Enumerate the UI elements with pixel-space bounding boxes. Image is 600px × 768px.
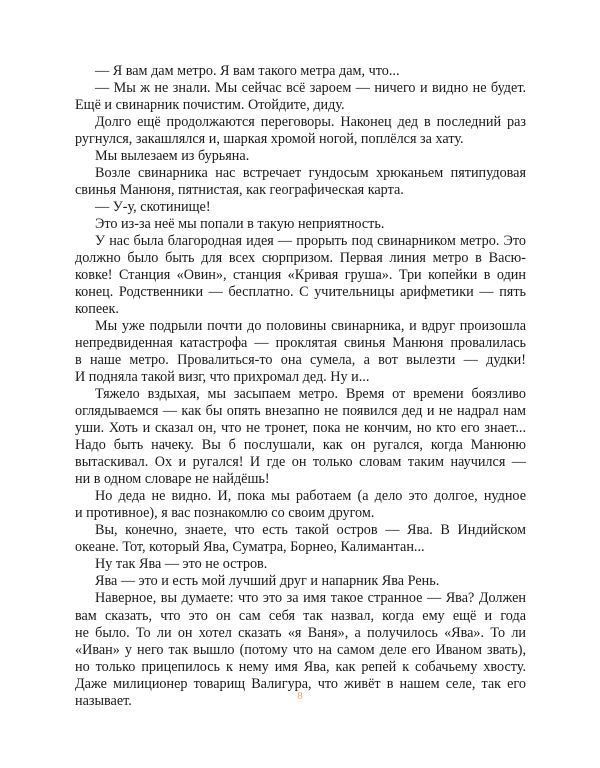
- paragraph: [75, 199, 526, 216]
- text-line: Наверное, вы думаете: что это за имя такое странное — Ява? Должен: [95, 590, 526, 607]
- page-body: [75, 63, 526, 710]
- text-line: Долго ещё продолжаются переговоры. Наконец дед в последний раз: [95, 114, 526, 131]
- text-line: ругнулся, закашлялся и, шаркая хромой ногой, поплёлся за хату.: [75, 131, 464, 148]
- text-line: ни в одном словаре не найдёшь!: [75, 471, 270, 488]
- text-line: не было. То ли он хотел сказать «я Ваня», а получилось «Ява». То ли: [75, 624, 526, 641]
- text-line: Возле свинарника нас встречает гундосым хрюканьем пятипудовая: [95, 165, 526, 182]
- text-line: Надо быть начеку. Вы б послушали, как он ругался, когда Манюню: [75, 437, 526, 454]
- paragraph: [75, 522, 526, 556]
- text-line: непредвиденная катастрофа — проклятая свинья Манюня провалилась: [75, 335, 526, 352]
- paragraph: [75, 216, 526, 233]
- text-line: «Иван» у него так вышло (потому что на самом деле его Иваном звать),: [75, 641, 526, 658]
- text-line: Тяжело вздыхая, мы засыпаем метро. Время от времени боязливо: [95, 386, 526, 403]
- text-line: Это из-за неё мы попали в такую неприятность.: [95, 216, 385, 233]
- text-line: копеек.: [75, 301, 119, 318]
- text-line: вам сказать, что это он сам себя так назвал, когда ему ещё и года: [75, 607, 526, 624]
- text-line: Мы уже подрыли почти до половины свинарника, и вдруг произошла: [95, 318, 526, 335]
- page-number: 8: [297, 690, 303, 702]
- text-line: Ну так Ява — это не остров.: [95, 556, 268, 573]
- paragraph: [75, 386, 526, 488]
- text-line: — Я вам дам метро. Я вам такого метра дам, что...: [95, 63, 400, 79]
- text-line: Мы вылезаем из бурьяна.: [95, 148, 250, 165]
- text-line: Вы, конечно, знаете, что есть такой остров — Ява. В Индийском: [95, 522, 526, 539]
- text-line: должно было быть для всех сюрпризом. Первая линия метро в Васю-: [75, 250, 526, 267]
- paragraph: [75, 233, 526, 318]
- text-line: уши. Хоть и сказал он, что не тронет, пока не кончим, но кто его знает...: [75, 420, 526, 437]
- paragraph: [75, 80, 526, 114]
- text-line: конец. Родственники — бесплатно. С учительницы арифметики — пять: [75, 284, 526, 301]
- text-line: — У-у, скотинище!: [95, 199, 211, 216]
- text-line: Даже милиционер товарищ Валигура, что живёт в нашем селе, так его: [75, 675, 526, 692]
- text-line: называет.: [75, 692, 132, 709]
- text-line: оглядываемся — как бы опять внезапно не появился дед и не надрал нам: [75, 403, 526, 420]
- text-line: но только прицепилось к нему имя Ява, как репей к собачьему хвосту.: [75, 658, 526, 675]
- paragraph: [75, 318, 526, 386]
- paragraph: [75, 63, 526, 80]
- paragraph: [75, 148, 526, 165]
- text-line: океане. Тот, который Ява, Суматра, Борнео, Калимантан...: [75, 539, 425, 556]
- paragraph: [75, 165, 526, 199]
- text-line: свинья Манюня, пятнистая, как географическая карта.: [75, 182, 404, 199]
- text-line: вытаскивал. Ох и ругался! И где он только словам таким научился —: [75, 454, 526, 471]
- text-line: У нас была благородная идея — прорыть под свинарником метро. Это: [95, 233, 526, 250]
- text-line: в наше метро. Провалиться-то она сумела, а вот вылезти — дудки!: [75, 352, 526, 369]
- text-line: ковке! Станция «Овин», станция «Кривая груша». Три копейки в один: [75, 267, 526, 284]
- paragraph: [75, 488, 526, 522]
- text-line: Но деда не видно. И, пока мы работаем (а дело это долгое, нудное: [95, 488, 526, 505]
- paragraph: [75, 114, 526, 148]
- text-line: Ява — это и есть мой лучший друг и напарник Ява Рень.: [95, 573, 440, 590]
- paragraph: [75, 573, 526, 590]
- text-line: — Мы ж не знали. Мы сейчас всё зароем — ничего и видно не будет.: [95, 80, 526, 97]
- paragraph: [75, 556, 526, 573]
- text-line: Ещё и свинарник почистим. Отойдите, диду.: [75, 97, 345, 114]
- text-line: И подняла такой визг, что прихромал дед. Ну и...: [75, 369, 370, 386]
- text-line: и противное), я вас познакомлю со своим другом.: [75, 505, 375, 522]
